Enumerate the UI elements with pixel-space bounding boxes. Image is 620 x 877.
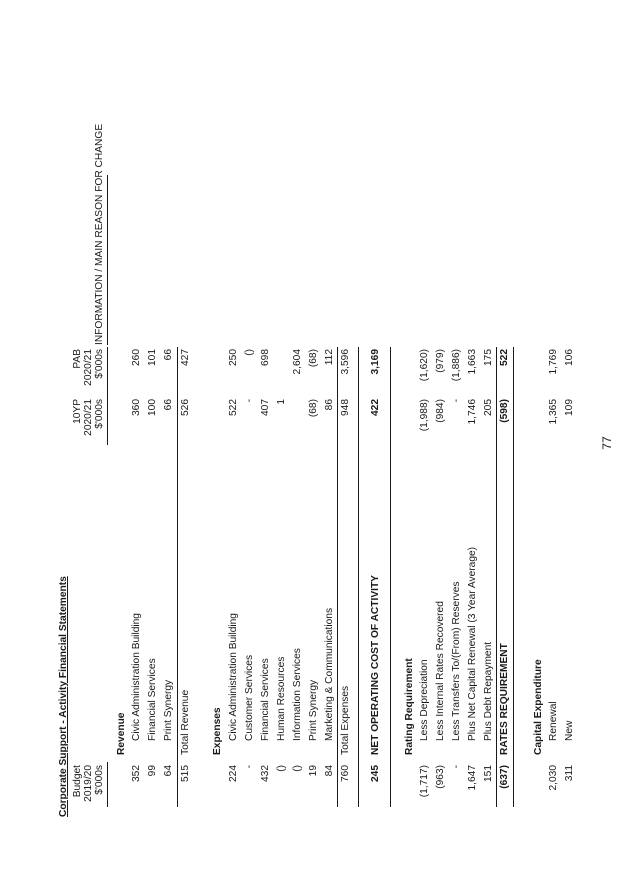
capex-tenyp: 109 [564,399,575,416]
rates-total-tenyp: (598) [499,399,510,423]
expense-tenyp: - [244,399,255,403]
capex-heading: Capital Expenditure [533,659,544,755]
capex-label: New [564,720,575,741]
tenyp-header-2: 2020/21 [83,399,94,436]
rating-tenyp: (1,988) [419,399,430,432]
expense-budget: () [276,765,287,772]
rating-heading: Rating Requirement [404,658,415,755]
revenue-pab: 66 [163,349,174,361]
capex-pab: 1,769 [548,349,559,375]
expense-label: Customer Services [244,654,255,741]
rating-budget: 151 [483,765,494,782]
rating-budget: (1,717) [419,765,430,798]
capex-budget: 2,030 [548,765,559,791]
info-header: INFORMATION / MAIN REASON FOR CHANGE [94,123,105,345]
revenue-tenyp: 360 [131,399,142,416]
pab-header-3: $'000s [94,349,105,379]
expense-tenyp: 522 [228,399,239,416]
rating-tenyp: (984) [435,399,446,423]
expenses-total-budget: 760 [340,765,351,782]
tenyp-header-3: $'000s [94,399,105,429]
expense-pab: 112 [324,349,335,366]
expenses-heading: Expenses [212,707,223,755]
rating-label: Less Transfers To/(From) Reserves [451,581,462,741]
expense-pab: 698 [260,349,271,366]
expense-label: Financial Services [260,658,271,741]
expense-tenyp: 407 [260,399,271,416]
expense-budget: 224 [228,765,239,782]
rating-label: Plus Net Capital Renewal (3 Year Average) [467,546,478,741]
expense-tenyp: 1 [276,399,287,405]
budget-header-1: Budget [72,765,83,798]
revenue-tenyp: 66 [163,399,174,411]
rating-pab: (1,886) [451,349,462,382]
expense-label: Information Services [292,648,303,741]
net-budget: 245 [370,765,381,782]
rating-budget: (963) [435,765,446,789]
pab-header-1: PAB [72,349,83,369]
expense-tenyp: 86 [324,399,335,411]
expenses-total-tenyp: 948 [340,399,351,416]
revenue-pab: 101 [147,349,158,366]
revenue-heading: Revenue [116,712,127,755]
rating-budget: - [451,765,462,769]
rating-pab: 1,663 [467,349,478,375]
net-tenyp: 422 [370,399,381,416]
pab-header-2: 2020/21 [83,349,94,386]
header-rule-budget [107,762,108,807]
expenses-total-rule [337,347,338,807]
revenue-total-label: Total Revenue [180,689,191,755]
revenue-budget: 352 [131,765,142,782]
expense-pab: 250 [228,349,239,366]
expense-tenyp: (68) [308,399,319,418]
expense-pab: (68) [308,349,319,368]
expense-budget: () [292,765,303,772]
expense-label: Marketing & Communications [324,607,335,741]
rates-total-label: RATES REQUIREMENT [499,643,510,755]
header-rule-figures [107,347,108,445]
net-rule-top [358,347,359,807]
rates-total-rule-top [496,347,497,807]
revenue-label: Civic Administration Building [131,613,142,741]
expense-pab: 2,604 [292,349,303,375]
rating-label: Less Internal Rates Recovered [435,601,446,741]
rating-label: Less Depreciation [419,659,430,741]
capex-tenyp: 1,365 [548,399,559,425]
revenue-tenyp: 100 [147,399,158,416]
net-label: NET OPERATING COST OF ACTIVITY [370,575,381,755]
capex-label: Renewal [548,701,559,741]
rates-total-budget: (637) [499,765,510,789]
expense-budget: 432 [260,765,271,782]
rating-tenyp: 205 [483,399,494,416]
tenyp-header-1: 10YP [72,399,83,424]
rating-pab: (979) [435,349,446,373]
rates-total-pab: 522 [499,349,510,366]
net-pab: 3,169 [370,349,381,375]
expense-label: Civic Administration Building [228,613,239,741]
expense-label: Print Synergy [308,679,319,741]
revenue-budget: 99 [147,765,158,777]
rating-budget: 1,647 [467,765,478,791]
budget-header-2: 2019/20 [83,765,94,802]
page-number: 77 [600,436,614,450]
expenses-total-pab: 3,596 [340,349,351,375]
capex-pab: 106 [564,349,575,366]
rating-tenyp: 1,746 [467,399,478,425]
revenue-pab: 260 [131,349,142,366]
capex-budget: 311 [564,765,575,782]
revenue-label: Financial Services [147,658,158,741]
revenue-total-pab: 427 [180,349,191,366]
rating-tenyp: - [451,399,462,403]
expense-budget: 19 [308,765,319,777]
expense-budget: - [244,765,255,769]
revenue-total-rule [177,347,178,807]
expense-label: Human Resources [276,656,287,741]
statement-title: Corporate Support - Activity Financial Statements [58,576,69,817]
expenses-total-label: Total Expenses [340,685,351,755]
revenue-total-tenyp: 526 [180,399,191,416]
rating-label: Plus Debt Repayment [483,641,494,741]
revenue-total-budget: 515 [180,765,191,782]
revenue-label: Print Synergy [163,679,174,741]
rates-total-rule-bottom [513,347,514,807]
rating-pab: 175 [483,349,494,366]
revenue-budget: 64 [163,765,174,777]
expense-pab: () [244,349,255,356]
header-rule-info [107,175,108,345]
net-rule-bottom [390,347,391,807]
rating-pab: (1,620) [419,349,430,382]
expense-budget: 84 [324,765,335,777]
budget-header-3: $'000s [94,765,105,795]
